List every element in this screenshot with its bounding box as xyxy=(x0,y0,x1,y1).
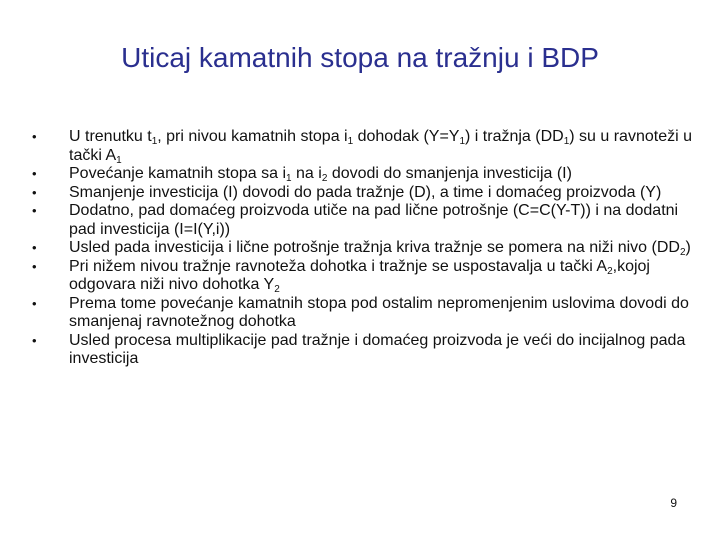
bullet-text xyxy=(69,165,572,182)
text-run: Dodatno, pad domaćeg proizvoda utiče na pad lične potrošnje (C=C(Y-T)) i na dodatni pad investicija (I=I(Y,i)) xyxy=(69,202,679,238)
bullet-text xyxy=(69,295,689,331)
bullet-item xyxy=(32,128,692,165)
bullet-item xyxy=(32,295,692,332)
text-run: dovodi do smanjenja investicija (I) xyxy=(327,165,572,182)
bullet-marker: • xyxy=(32,295,37,311)
bullet-marker: • xyxy=(32,240,37,255)
text-run: Prema tome povećanje kamatnih stopa pod ostalim nepromenjenim uslovima dovodi do smanjenaj ravnotežnog dohotka xyxy=(69,294,689,330)
text-run: na i xyxy=(291,165,322,182)
text-run: Povećanje kamatnih stopa sa i xyxy=(69,165,287,182)
bullet-text xyxy=(69,184,661,201)
text-run: Smanjenje investicija (I) dovodi do pada tražnje (D), a time i domaćeg proizvoda (Y) xyxy=(69,183,662,201)
subscript: 1 xyxy=(459,136,466,147)
subscript: 1 xyxy=(151,136,158,147)
text-run: ,kojoj odgovara niži nivo dohotka Y xyxy=(69,257,650,293)
bullet-marker: • xyxy=(32,332,37,348)
text-run: U trenutku t xyxy=(69,128,152,145)
subscript: 1 xyxy=(116,154,122,166)
text-run: ) i tražnja (DD xyxy=(465,128,564,145)
text-run: Usled procesa multiplikacije pad tražnje i domaćeg proizvoda je veći do incijalnog pada investicija xyxy=(69,331,686,367)
subscript: 2 xyxy=(274,284,280,295)
bullet-text xyxy=(69,128,692,164)
bullet-item xyxy=(32,184,692,203)
page-number: 9 xyxy=(670,496,677,510)
text-run: , pri nivou kamatnih stopa i xyxy=(157,128,348,145)
bullet-item xyxy=(32,202,692,239)
bullet-item xyxy=(32,332,692,369)
subscript: 2 xyxy=(321,173,328,184)
bullet-list xyxy=(32,128,692,369)
subscript: 1 xyxy=(286,173,292,184)
subscript: 2 xyxy=(679,247,686,258)
text-run: ) xyxy=(685,239,691,256)
bullet-text xyxy=(69,258,650,294)
text-run: Pri nižem nivou tražnje ravnoteža dohotka i tražnje se uspostavalja u tački A xyxy=(69,257,608,275)
subscript: 1 xyxy=(347,136,354,147)
text-run: Usled pada investicija i lične potrošnje tražnja kriva tražnje se pomera na niži nivo (DD xyxy=(69,239,680,256)
text-run: dohodak (Y=Y xyxy=(353,128,460,145)
bullet-item xyxy=(32,258,692,295)
bullet-marker: • xyxy=(32,258,37,274)
bullet-marker: • xyxy=(32,129,37,144)
bullet-marker: • xyxy=(32,184,37,200)
bullet-text xyxy=(69,239,691,256)
slide-title: Uticaj kamatnih stopa na tražnju i BDP xyxy=(121,42,599,73)
bullet-text xyxy=(69,332,685,368)
bullet-marker: • xyxy=(32,203,37,218)
subscript: 2 xyxy=(607,265,613,277)
bullet-item xyxy=(32,239,692,258)
subscript: 1 xyxy=(563,136,570,147)
text-run: ) su u ravnoteži u tački A xyxy=(69,128,692,164)
bullet-marker: • xyxy=(32,166,37,181)
bullet-text xyxy=(69,202,678,238)
bullet-item xyxy=(32,165,692,184)
